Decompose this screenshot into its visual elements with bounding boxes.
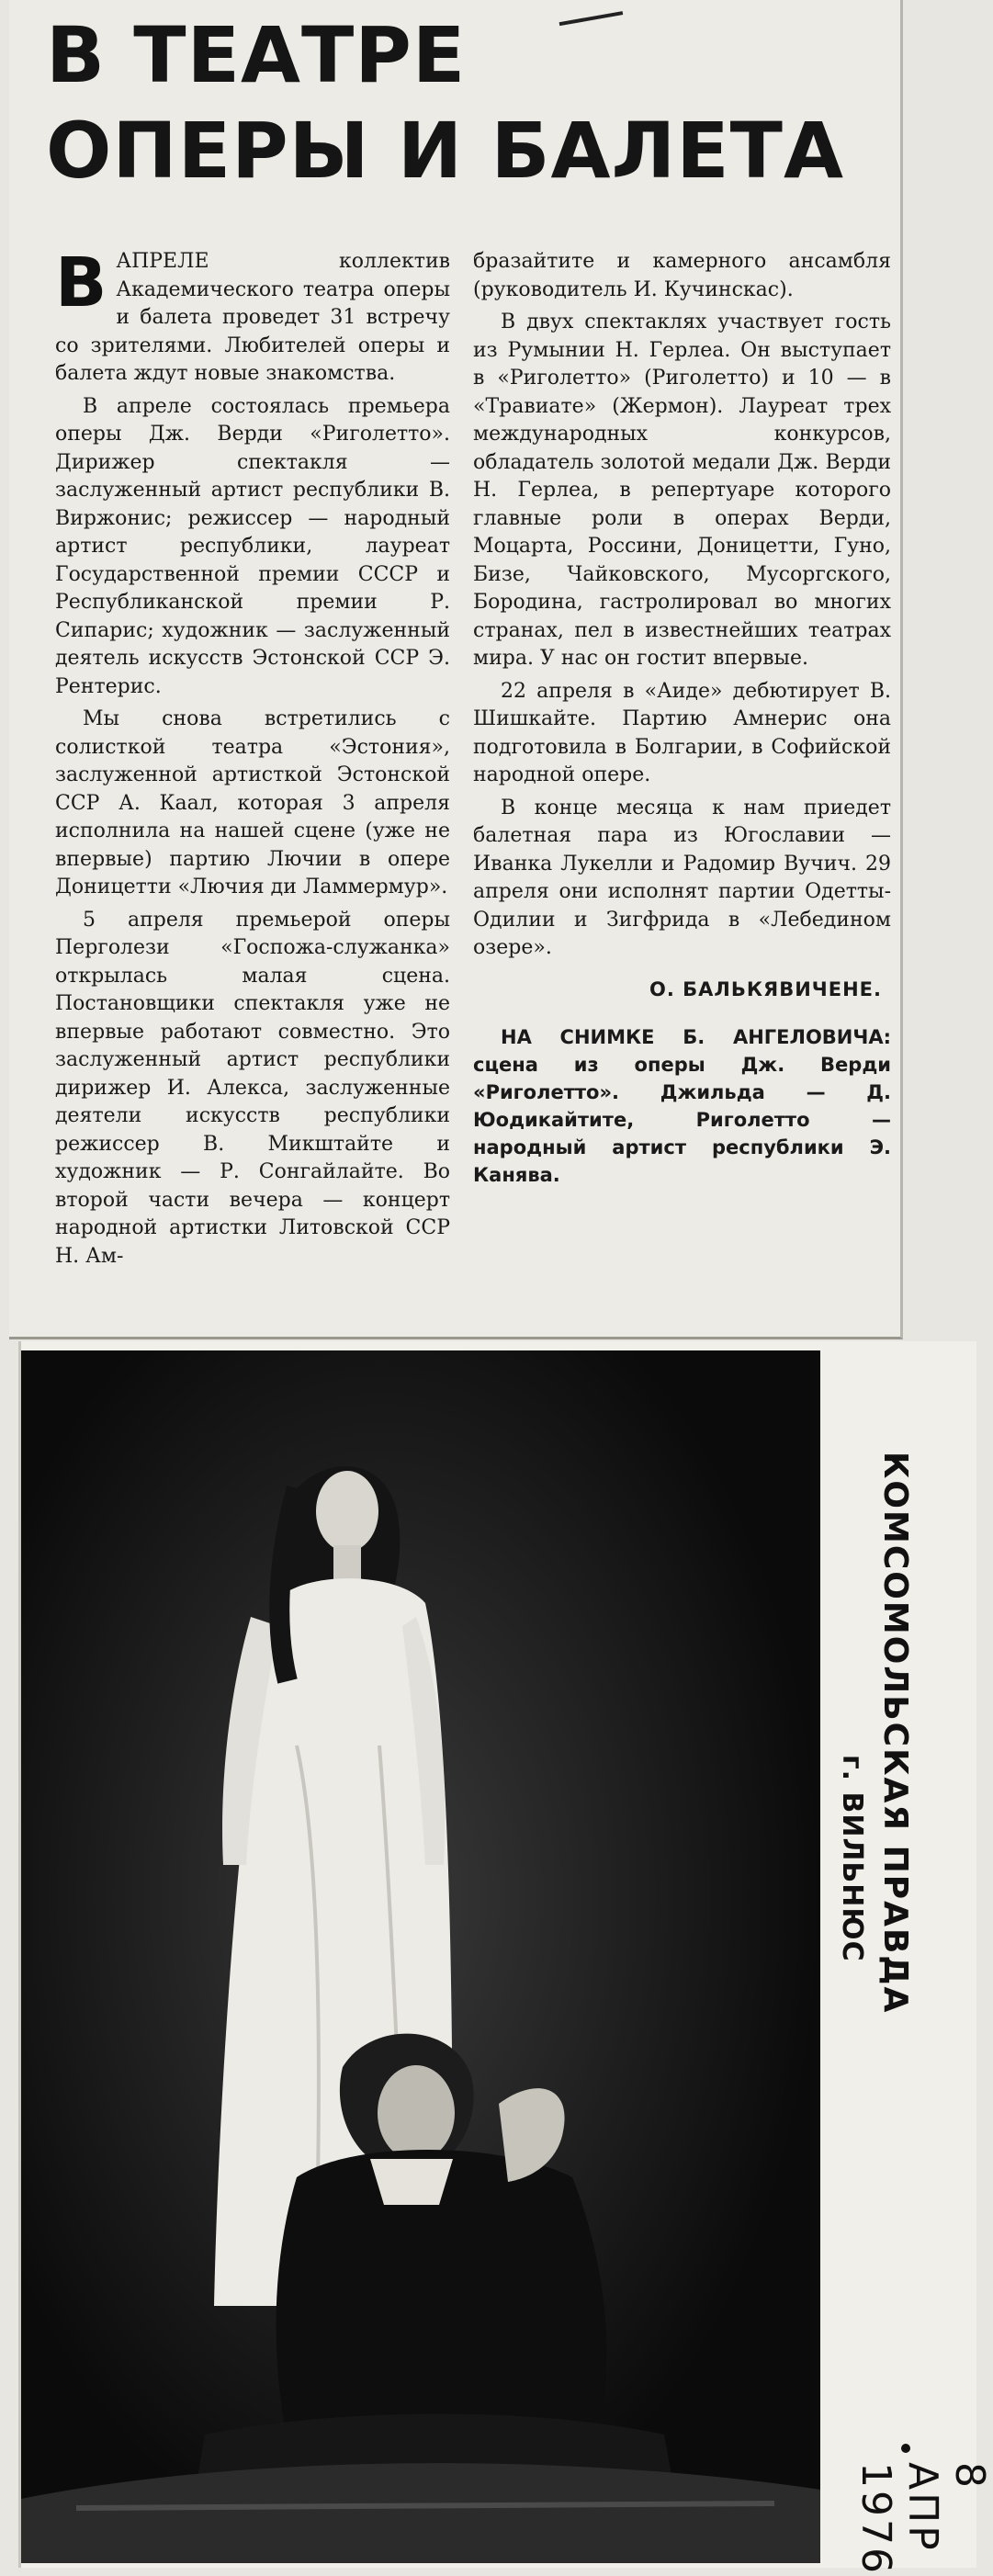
article-paragraph: 5 апреля премьерой оперы Перголези «Госпожа-служанка» открылась малая сцена. Постановщики спектакля уже не впервые работают совместно. Это заслуженный артист республики дирижер И. Алекса, заслуженные деятели искусств республики режиссер В. Микштайте и художник — Р. Сонгайлайте. Во второй части вечера — концерт народной артистки Литовской ССР Н. Ам- <box>55 908 450 1268</box>
article-paragraph: 22 апреля в «Аиде» дебютирует В. Шишкайте. Партию Амнерис она подготовила в Болгарии, в Софийской народной опере. <box>473 679 891 786</box>
stage-scene-illustration <box>21 1350 820 2563</box>
stamp-dot <box>901 2444 910 2453</box>
article-paragraph: В двух спектаклях участвует гость из Румынии Н. Герлеа. Он выступает в «Риголетто» (Риголетто) и 10 — в «Травиате» (Жермон). Лауреат трех международных конкурсов, обладатель золотой медали Дж. Верди Н. Герлеа, в репертуаре которого главные роли в операх Верди, Моцарта, Россини, Доницетти, Гуно, Бизе, Чайковского, Мусоргского, Бородина, гастролировал во многих странах, пел в известнейших театрах мира. У нас он гостит впервые. <box>473 311 891 670</box>
headline <box>46 7 891 198</box>
stage-photo <box>21 1350 820 2563</box>
right-column <box>473 248 891 1189</box>
stamp-city: г. ВИЛЬНЮС <box>836 1755 868 1962</box>
article-paragraph: Мы снова встретились с солисткой театра «Эстония», заслуженной артисткой Эстонской ССР А. Каал, которая 3 апреля исполнила на нашей сцене (уже не впервые) партию Лючии в опере Доницетти «Лючия ди Ламмермур». <box>55 707 450 898</box>
article-paragraph: бразайтите и камерного ансамбля (руководитель И. Кучинскас). <box>473 250 891 301</box>
newspaper-clipping <box>9 0 903 1339</box>
dropcap: В <box>55 243 107 322</box>
article-paragraph-lead <box>55 243 450 389</box>
article-paragraph-text: АПРЕЛЕ коллектив Академического театра оперы и балета проведет 31 встречу со зрителями. Любителей оперы и балета ждут новые знакомства. <box>55 250 450 385</box>
newspaper-stamp <box>836 1452 935 2297</box>
article-paragraph: В конце месяца к нам приедет балетная пара из Югославии — Иванка Лукелли и Радомир Вучич. 29 апреля они исполнят партии Одетты-Одилии и Зигфрида в «Лебедином озере». <box>473 796 891 959</box>
date-stamp: 8 АПР 1976 <box>852 2462 993 2576</box>
headline-line-1: В ТЕАТРЕ <box>46 10 467 100</box>
photo-caption: НА СНИМКЕ Б. АНГЕЛОВИЧА: сцена из оперы Дж. Верди «Риголетто». Джильда — Д. Юодикайтите, Риголетто — народный артист республики Э. Канява. <box>473 1026 891 1186</box>
author-signature: О. БАЛЬКЯВИЧЕНЕ. <box>649 977 882 1000</box>
photo-clipping <box>18 1341 993 2576</box>
article-paragraph: В апреле состоялась премьера оперы Дж. Верди «Риголетто». Дирижер спектакля — заслуженный артист республики В. Виржонис; режиссер — народный артист республики, лауреат Государственной премии СССР и Республиканской премии Р. Сипарис; художник — заслуженный деятель искусств Эстонской ССР Э. Рентерис. <box>55 394 450 698</box>
stamp-newspaper-name: КОМСОМОЛЬСКАЯ ПРАВДА <box>876 1452 914 2015</box>
left-column <box>55 243 450 1275</box>
headline-line-2: ОПЕРЫ И БАЛЕТА <box>46 106 844 196</box>
